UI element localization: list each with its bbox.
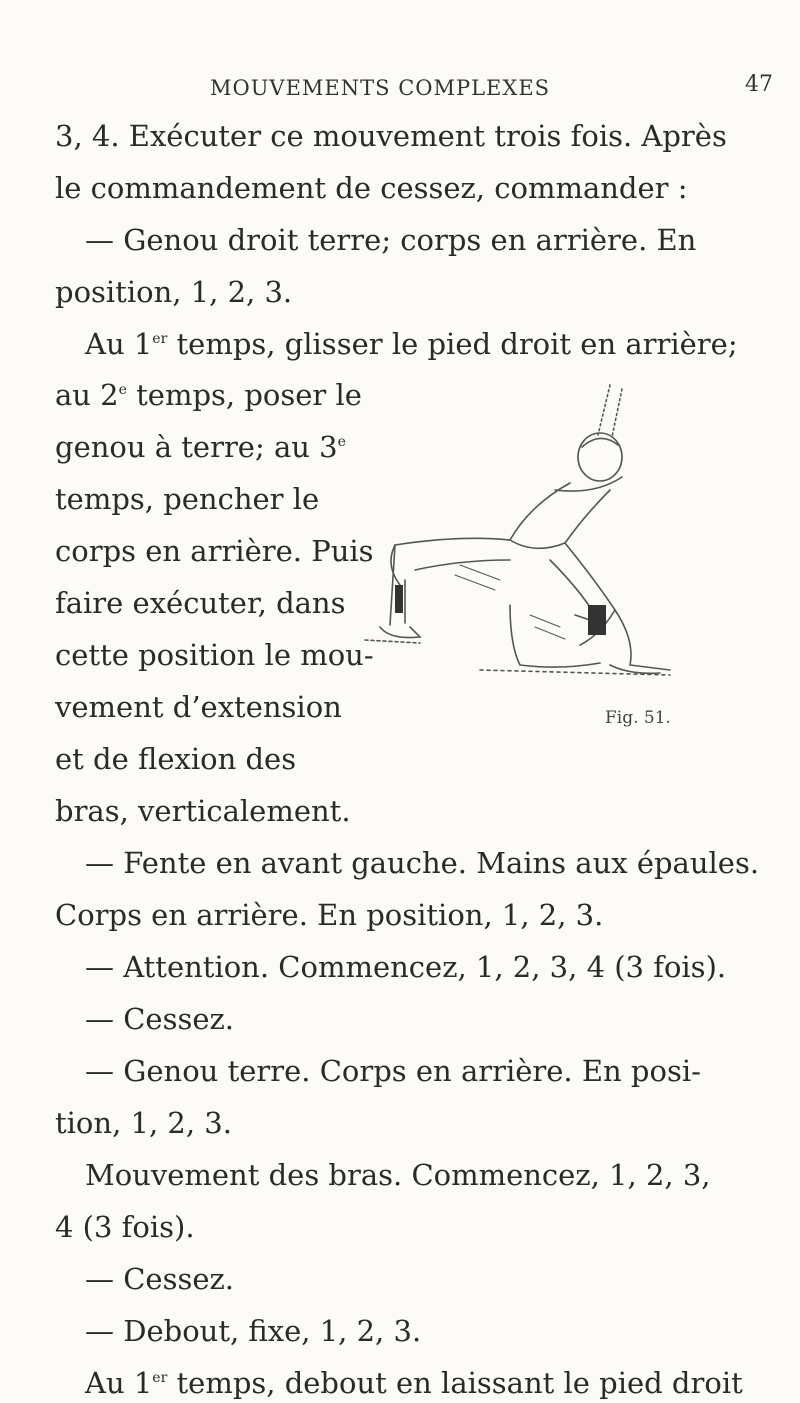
text-line: tion, 1, 2, 3. <box>55 1106 232 1140</box>
text-line: le commandement de cessez, commander : <box>55 171 688 205</box>
text-line: corps en arrière. Puis <box>55 534 374 568</box>
text-line: genou à terre; au 3e <box>55 430 346 464</box>
text-line: — Debout, fixe, 1, 2, 3. <box>85 1314 422 1348</box>
text-line: 4 (3 fois). <box>55 1210 195 1244</box>
text-line: bras, verticalement. <box>55 794 351 828</box>
text-line: Corps en arrière. En position, 1, 2, 3. <box>55 898 604 932</box>
figure-caption: Fig. 51. <box>605 708 671 728</box>
text-line: cette position le mou- <box>55 638 374 672</box>
text-line: au 2e temps, poser le <box>55 378 362 412</box>
text-line: — Genou droit terre; corps en arrière. En <box>85 223 697 257</box>
kneeling-figure-illustration <box>360 365 680 685</box>
text-line: Au 1er temps, glisser le pied droit en arrière; <box>85 327 738 361</box>
text-line: faire exécuter, dans <box>55 586 346 620</box>
text-line: vement d’extension <box>55 690 342 724</box>
text-line: — Fente en avant gauche. Mains aux épaules. <box>85 846 760 880</box>
text-line: — Attention. Commencez, 1, 2, 3, 4 (3 fois). <box>85 950 727 984</box>
text-line: Mouvement des bras. Commencez, 1, 2, 3, <box>85 1158 711 1192</box>
text-line: — Genou terre. Corps en arrière. En posi- <box>85 1054 701 1088</box>
text-line: et de flexion des <box>55 742 297 776</box>
page-number: 47 <box>745 72 773 97</box>
text-line: — Cessez. <box>85 1002 234 1036</box>
figure-kneeling-man <box>360 365 680 685</box>
text-line: — Cessez. <box>85 1262 234 1296</box>
text-line: position, 1, 2, 3. <box>55 275 293 309</box>
text-line: 3, 4. Exécuter ce mouvement trois fois. Après <box>55 119 727 153</box>
text-line: temps, pencher le <box>55 482 320 516</box>
running-header: MOUVEMENTS COMPLEXES <box>210 76 551 100</box>
text-line: Au 1er temps, debout en laissant le pied droit <box>85 1366 743 1400</box>
